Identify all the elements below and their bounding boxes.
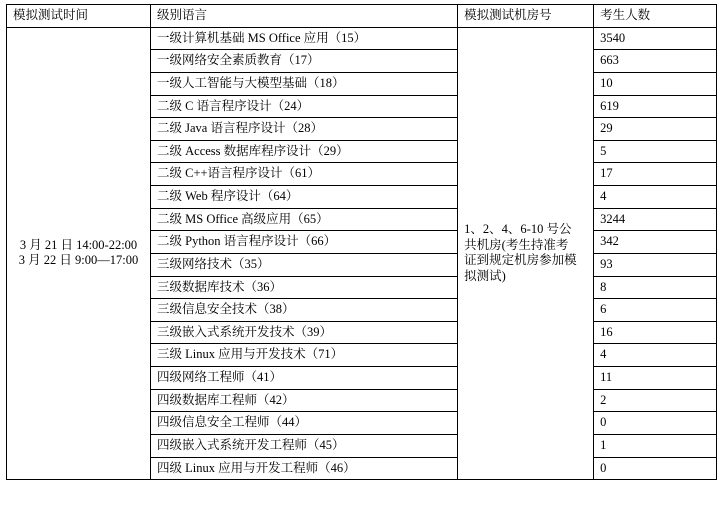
course-name: 四级网络工程师（41） [151, 367, 458, 390]
course-name: 二级 Web 程序设计（64） [151, 186, 458, 209]
exam-room-line-4: 拟测试) [464, 269, 506, 283]
course-name: 二级 Java 语言程序设计（28） [151, 118, 458, 141]
header-room: 模拟测试机房号 [458, 5, 594, 28]
course-name: 四级数据库工程师（42） [151, 389, 458, 412]
candidate-count: 0 [594, 457, 717, 480]
exam-time-cell [7, 27, 151, 480]
course-name: 一级计算机基础 MS Office 应用（15） [151, 27, 458, 50]
candidate-count: 663 [594, 50, 717, 73]
candidate-count: 342 [594, 231, 717, 254]
candidate-count: 4 [594, 186, 717, 209]
course-name: 四级信息安全工程师（44） [151, 412, 458, 435]
exam-schedule-table [6, 4, 717, 480]
course-name: 三级 Linux 应用与开发技术（71） [151, 344, 458, 367]
header-time: 模拟测试时间 [7, 5, 151, 28]
candidate-count: 4 [594, 344, 717, 367]
candidate-count: 16 [594, 321, 717, 344]
course-name: 三级数据库技术（36） [151, 276, 458, 299]
candidate-count: 0 [594, 412, 717, 435]
course-name: 二级 Access 数据库程序设计（29） [151, 140, 458, 163]
table-body [7, 5, 717, 480]
candidate-count: 1 [594, 434, 717, 457]
exam-room-line-3: 证到规定机房参加模 [464, 253, 577, 268]
course-name: 三级信息安全技术（38） [151, 299, 458, 322]
exam-room-line-2: 共机房(考生持准考 [464, 237, 569, 252]
candidate-count: 10 [594, 72, 717, 95]
course-name: 二级 C 语言程序设计（24） [151, 95, 458, 118]
candidate-count: 6 [594, 299, 717, 322]
course-name: 二级 MS Office 高级应用（65） [151, 208, 458, 231]
course-name: 三级嵌入式系统开发技术（39） [151, 321, 458, 344]
course-name: 二级 Python 语言程序设计（66） [151, 231, 458, 254]
course-name: 四级嵌入式系统开发工程师（45） [151, 434, 458, 457]
candidate-count: 2 [594, 389, 717, 412]
candidate-count: 17 [594, 163, 717, 186]
course-name: 二级 C++语言程序设计（61） [151, 163, 458, 186]
candidate-count: 29 [594, 118, 717, 141]
table-row [7, 27, 717, 50]
course-name: 四级 Linux 应用与开发工程师（46） [151, 457, 458, 480]
course-name: 一级人工智能与大模型基础（18） [151, 72, 458, 95]
header-course: 级别语言 [151, 5, 458, 28]
candidate-count: 8 [594, 276, 717, 299]
exam-room-cell [458, 27, 594, 480]
table-header-row [7, 5, 717, 28]
exam-time-line-1: 3 月 21 日 14:00-22:00 [19, 237, 138, 252]
exam-room-line-1: 1、2、4、6-10 号公 [464, 222, 572, 237]
candidate-count: 93 [594, 253, 717, 276]
exam-time-line-2: 3 月 22 日 9:00—17:00 [18, 253, 139, 268]
course-name: 一级网络安全素质教育（17） [151, 50, 458, 73]
candidate-count: 3244 [594, 208, 717, 231]
candidate-count: 5 [594, 140, 717, 163]
candidate-count: 619 [594, 95, 717, 118]
course-name: 三级网络技术（35） [151, 253, 458, 276]
candidate-count: 3540 [594, 27, 717, 50]
header-count: 考生人数 [594, 5, 717, 28]
candidate-count: 11 [594, 367, 717, 390]
